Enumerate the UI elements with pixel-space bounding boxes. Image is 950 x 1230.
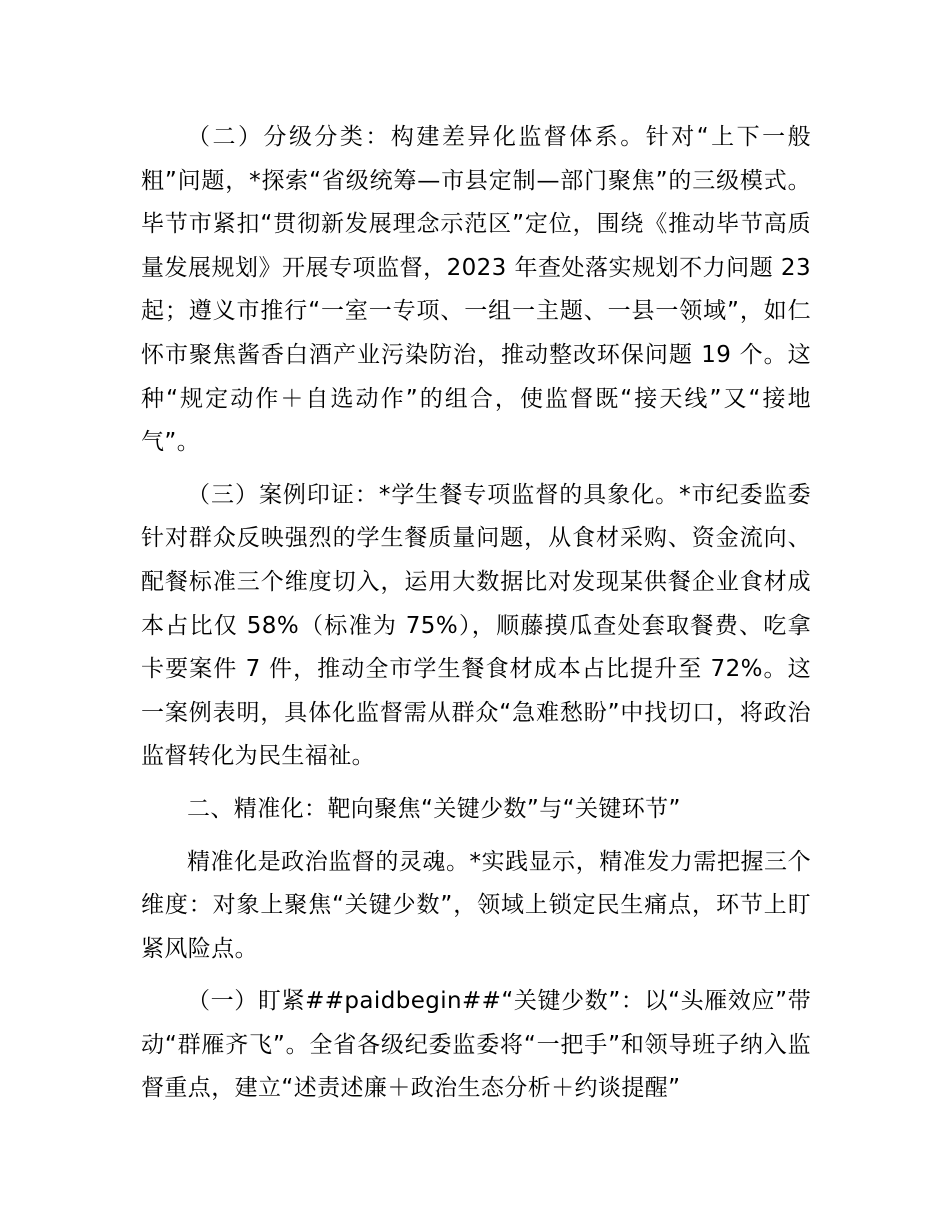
paragraph-tiered-classification: （二）分级分类：构建差异化监督体系。针对“上下一般粗”问题，*探索“省级统筹—市县定制—部门聚焦”的三级模式。毕节市紧扣“贯彻新发展理念示范区”定位，围绕《推动毕节高质量发展规划》开展专项监督，2023 年查处落实规划不力问题 23 起；遵义市推行“一室一专项、一组一主题、一县一领域”，如仁怀市聚焦酱香白酒产业污染防治，推动整改环保问题 19 个。这种“规定动作＋自选动作”的组合，使监督既“接天线”又“接地气”。 [141, 124, 811, 456]
paragraph-key-minority: （一）盯紧##paidbegin##“关键少数”：以“头雁效应”带动“群雁齐飞”。全省各级纪委监委将“一把手”和领导班子纳入监督重点，建立“述责述廉＋政治生态分析＋约谈提醒” [141, 988, 811, 1102]
document-body [141, 116, 811, 1120]
section-heading-precision: 二、精准化：靶向聚焦“关键少数”与“关键环节” [187, 795, 681, 822]
paragraph-precision-intro: 精准化是政治监督的灵魂。*实践显示，精准发力需把握三个维度：对象上聚焦“关键少数”，领域上锁定民生痛点，环节上盯紧风险点。 [141, 848, 811, 962]
paragraph-case-study-school-meals: （三）案例印证：*学生餐专项监督的具象化。*市纪委监委针对群众反映强烈的学生餐质量问题，从食材采购、资金流向、配餐标准三个维度切入，运用大数据比对发现某供餐企业食材成本占比仅 58%（标准为 75%），顺藤摸瓜查处套取餐费、吃拿卡要案件 7 件，推动全市学生餐食材成本占比提升至 72%。这一案例表明，具体化监督需从群众“急难愁盼”中找切口，将政治监督转化为民生福祉。 [141, 481, 811, 770]
